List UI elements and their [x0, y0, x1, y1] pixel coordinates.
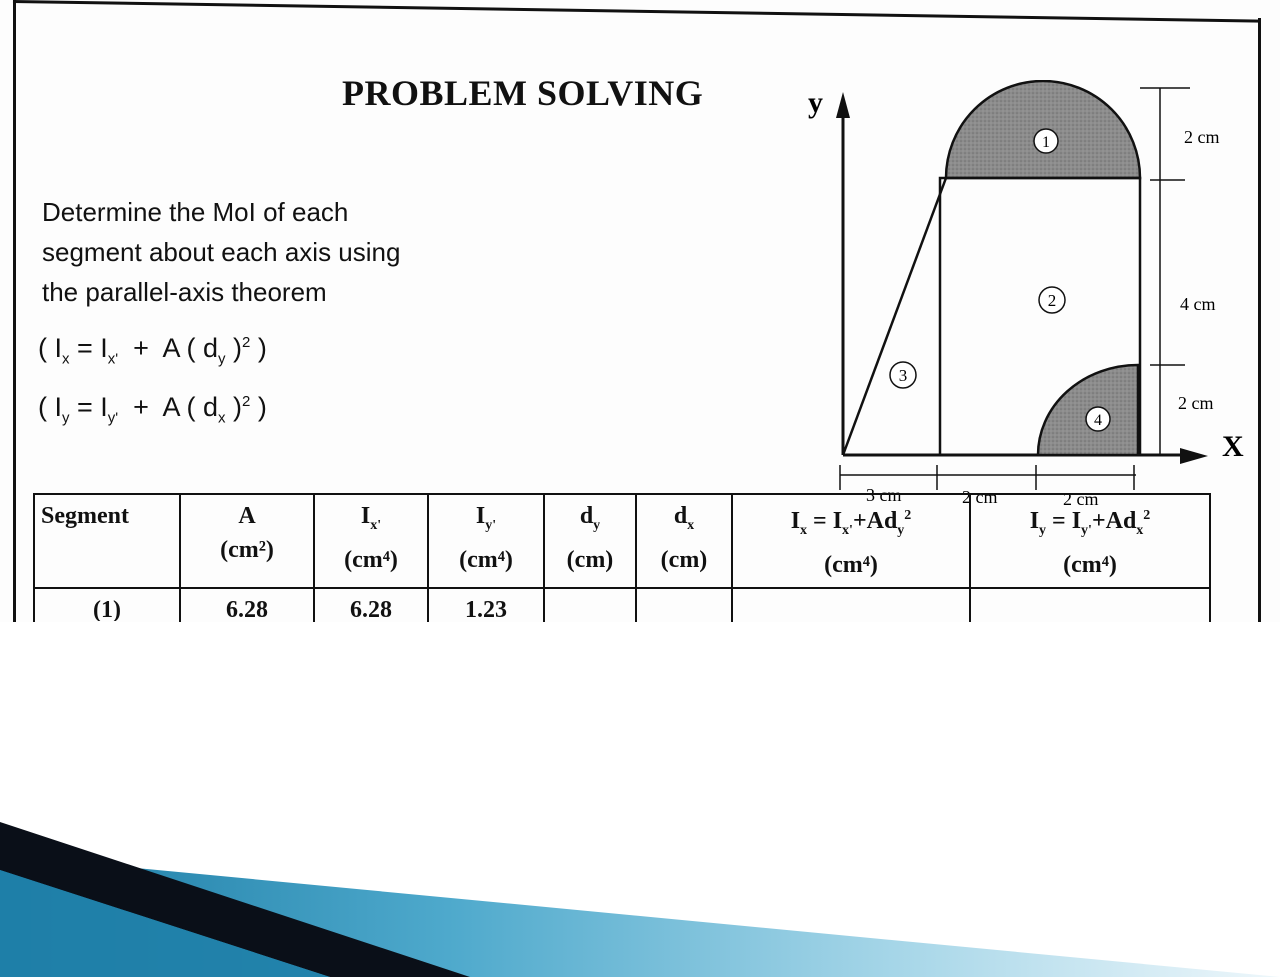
table-cell: 6.28 — [180, 588, 314, 622]
formula-ix: ( $I_x = I_{x'} + A$ ( $d_y$ )$^2$ ) — [38, 333, 267, 368]
dim-right-bottom: 2 cm — [1178, 393, 1214, 413]
table-cell — [636, 588, 732, 622]
header-iy: $I_y = I_{y'}+Ad_x^2$ (cm⁴) — [970, 494, 1210, 588]
table-header-row — [34, 494, 1210, 588]
header-iy-prime: $I_{y'}$ (cm⁴) — [428, 494, 544, 588]
dim-bottom-2: 2 cm — [962, 487, 998, 507]
header-segment: Segment — [34, 494, 180, 588]
dim-bottom-1: 3 cm — [866, 485, 902, 505]
svg-text:1: 1 — [1042, 134, 1050, 151]
statement-line: segment about each axis using — [42, 237, 401, 267]
problem-title: PROBLEM SOLVING — [342, 73, 704, 113]
x-axis-arrow — [1180, 448, 1208, 464]
y-axis-arrow — [836, 92, 850, 118]
frame-top-border — [13, 0, 1261, 23]
y-axis-label: y — [808, 86, 823, 119]
segment-1-label — [1034, 129, 1058, 153]
header-ix-prime: $I_{x'}$ (cm⁴) — [314, 494, 428, 588]
table-cell: (1) — [34, 588, 180, 622]
statement-line: Determine the MoI of each — [42, 197, 349, 227]
statement-line: the parallel-axis theorem — [42, 277, 327, 307]
moi-table — [33, 493, 1211, 622]
table-cell — [970, 588, 1210, 622]
segment-3-triangle-edge — [843, 178, 946, 455]
problem-statement — [42, 192, 482, 312]
dim-right-middle: 4 cm — [1180, 294, 1216, 314]
segment-4-label — [1086, 407, 1110, 431]
segment-3-label — [890, 362, 916, 388]
table-row — [34, 588, 1210, 622]
composite-shape-diagram — [790, 80, 1260, 520]
segment-4-quarter-circle — [1038, 365, 1138, 455]
dim-bottom-3: 2 cm — [1063, 489, 1099, 509]
x-axis-label: X — [1222, 430, 1244, 463]
table-cell — [544, 588, 636, 622]
dim-right-top: 2 cm — [1184, 127, 1220, 147]
header-ix: $I_x = I_{x'}+Ad_y^2$ (cm⁴) — [732, 494, 970, 588]
table-cell — [732, 588, 970, 622]
table-cell: 6.28 — [314, 588, 428, 622]
formula-iy: ( $I_y = I_{y'} + A$ ( $d_x$ )$^2$ ) — [38, 392, 267, 427]
segment-2-label — [1039, 287, 1065, 313]
header-area: A (cm²) — [180, 494, 314, 588]
table-cell: 1.23 — [428, 588, 544, 622]
svg-text:4: 4 — [1094, 412, 1102, 429]
header-dx: $d_x$ (cm) — [636, 494, 732, 588]
svg-text:3: 3 — [898, 366, 908, 385]
svg-text:2: 2 — [1047, 291, 1057, 310]
decorative-ribbon — [0, 820, 1280, 977]
frame-left-border — [13, 0, 16, 622]
header-dy: $d_y$ (cm) — [544, 494, 636, 588]
